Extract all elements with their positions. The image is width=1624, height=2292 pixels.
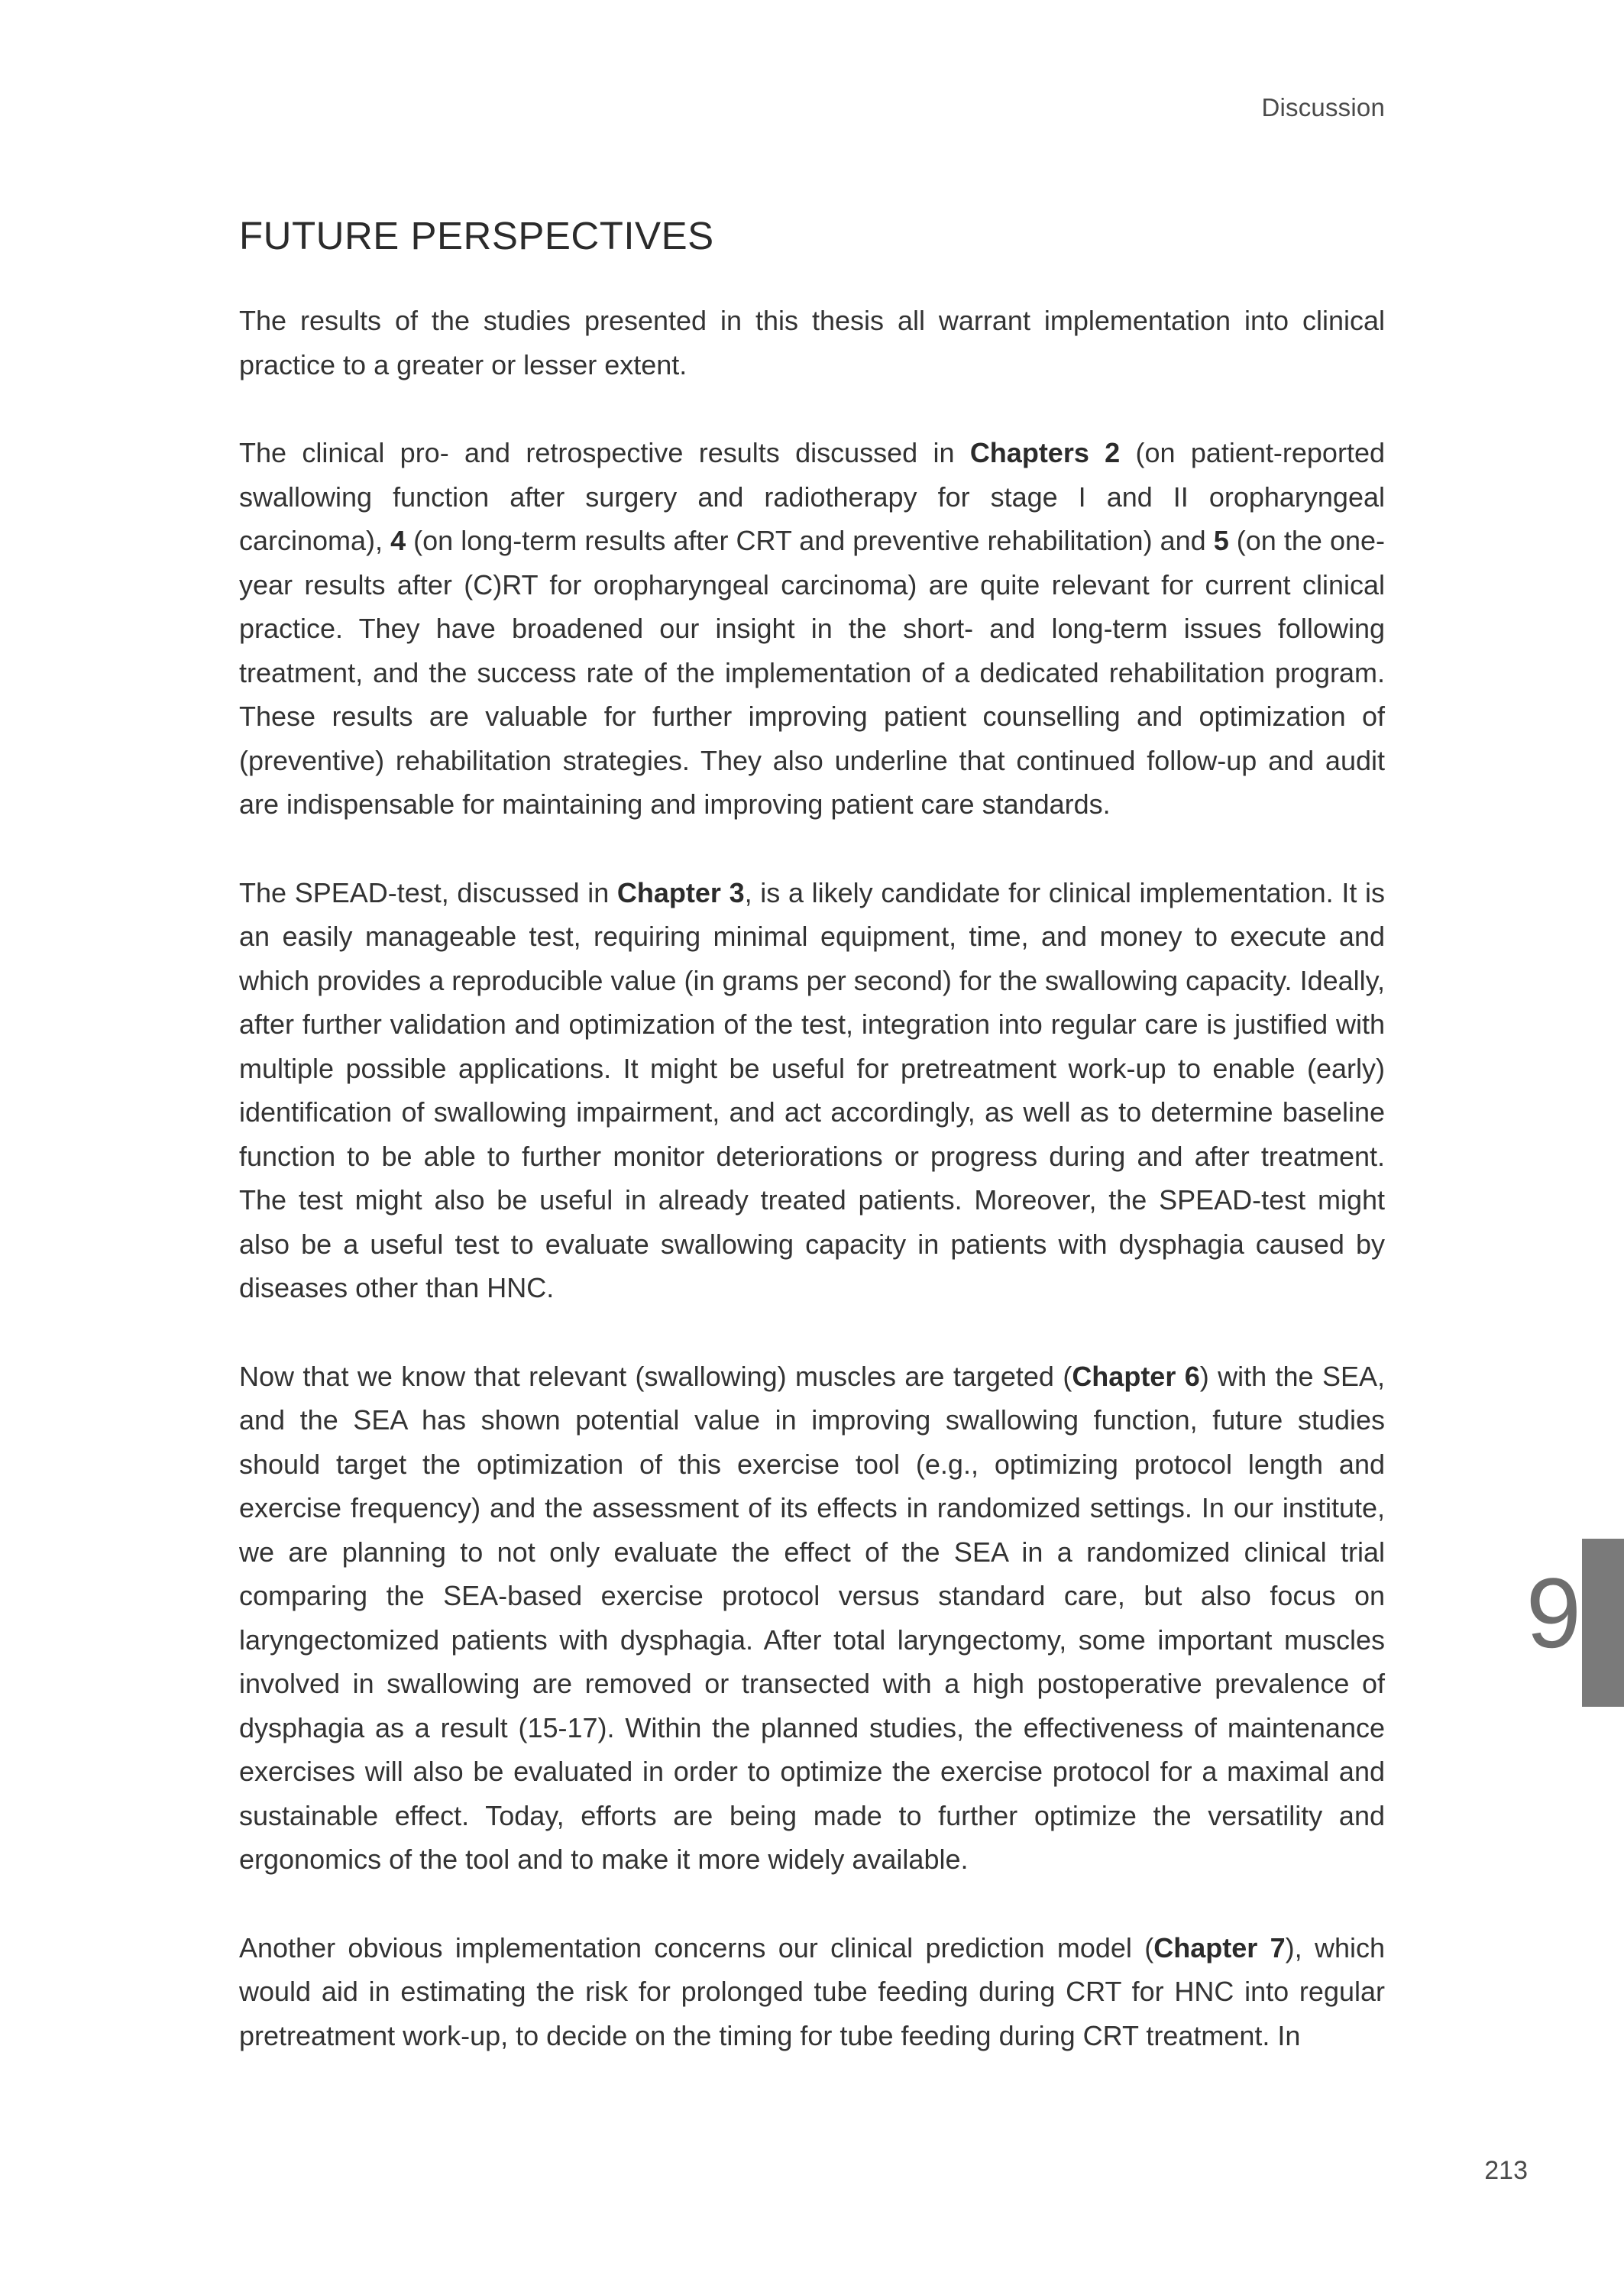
paragraph-text: ) with the SEA, and the SEA has shown potential value in improving swallowing function, future studies should target the optimization of this exercise tool (e.g., optimizing protocol length and exercise frequency) and the assessment of its effects in randomized settings. In our institute, we are planning to not only evaluate the effect of the SEA in a randomized clinical trial comparing the SEA-based exercise protocol versus standard care, but also focus on laryngectomized patients with dysphagia. After total laryngectomy, some important muscles involved in swallowing are removed or transected with a high postoperative prevalence of dysphagia as a result (15-17). Within the planned studies, the effectiveness of maintenance exercises will also be evaluated in order to optimize the exercise protocol for a maximal and sustainable effect. Today, efforts are being made to further optimize the versatility and ergonomics of the tool and to make it more widely available.: [239, 1360, 1385, 1876]
paragraph-text: (on the one-year results after (C)RT for oropharyngeal carcinoma) are quite relevant for current clinical practice. They have broadened our insight in the short- and long-term issues following treatment, and the success rate of the implementation of a dedicated rehabilitation program. These results are valuable for further improving patient counselling and optimization of (preventive) rehabilitation strategies. They also underline that continued follow-up and audit are indispensable for maintaining and improving patient care standards.: [239, 525, 1385, 821]
paragraph-sea: [239, 1355, 1385, 1882]
chapter-number: 9: [1525, 1557, 1581, 1669]
paragraph-text: The results of the studies presented in this thesis all warrant implementation into clinical practice to a greater or lesser extent.: [239, 305, 1385, 380]
chapter-reference: Chapters 2: [969, 437, 1121, 469]
paragraph-text: The clinical pro- and retrospective results discussed in: [239, 437, 970, 469]
paragraph-text: Now that we know that relevant (swallowing) muscles are targeted (: [239, 1360, 1072, 1392]
paragraph-text: , is a likely candidate for clinical implementation. It is an easily manageable test, requiring minimal equipment, time, and money to execute and which provides a reproducible value (in grams per second) for the swallowing capacity. Ideally, after further validation and optimization of the test, integration into regular care is justified with multiple possible applications. It might be useful for pretreatment work-up to enable (early) identification of swallowing impairment, and act accordingly, as well as to determine baseline function to be able to further monitor deteriorations or progress during and after treatment. The test might also be useful in already treated patients. Moreover, the SPEAD-test might also be a useful test to evaluate swallowing capacity in patients with dysphagia caused by diseases other than HNC.: [239, 876, 1385, 1304]
page-number: 213: [1484, 2156, 1528, 2185]
running-header: Discussion: [1261, 93, 1385, 121]
paragraph-text: (on long-term results after CRT and preventive rehabilitation) and: [406, 525, 1214, 557]
chapter-reference: Chapter 7: [1153, 1931, 1286, 1963]
paragraph-spead-test: [239, 871, 1385, 1310]
chapter-reference: 5: [1213, 525, 1229, 557]
chapter-reference: Chapter 3: [616, 876, 745, 908]
chapter-reference: Chapter 6: [1072, 1360, 1200, 1392]
paragraph-text: ), which would aid in estimating the risk for prolonged tube feeding during CRT for HNC into regular pretreatment work-up, to decide on the timing for tube feeding during CRT treatment. In: [239, 1931, 1386, 2051]
main-content: [239, 212, 1385, 2102]
paragraph-text: Another obvious implementation concerns our clinical prediction model (: [239, 1931, 1154, 1963]
chapter-thumb-tab: [1582, 1539, 1624, 1707]
paragraph-intro: [239, 299, 1385, 387]
paragraph-clinical-results: [239, 431, 1385, 827]
paragraph-prediction-model: [239, 1926, 1385, 2058]
paragraph-text: (on patient-reported swallowing function after surgery and radiotherapy for stage I and II oropharyngeal carcinoma),: [239, 437, 1385, 557]
chapter-reference: 4: [390, 525, 406, 557]
paragraph-text: The SPEAD-test, discussed in: [239, 876, 617, 908]
section-title: FUTURE PERSPECTIVES: [239, 214, 714, 257]
